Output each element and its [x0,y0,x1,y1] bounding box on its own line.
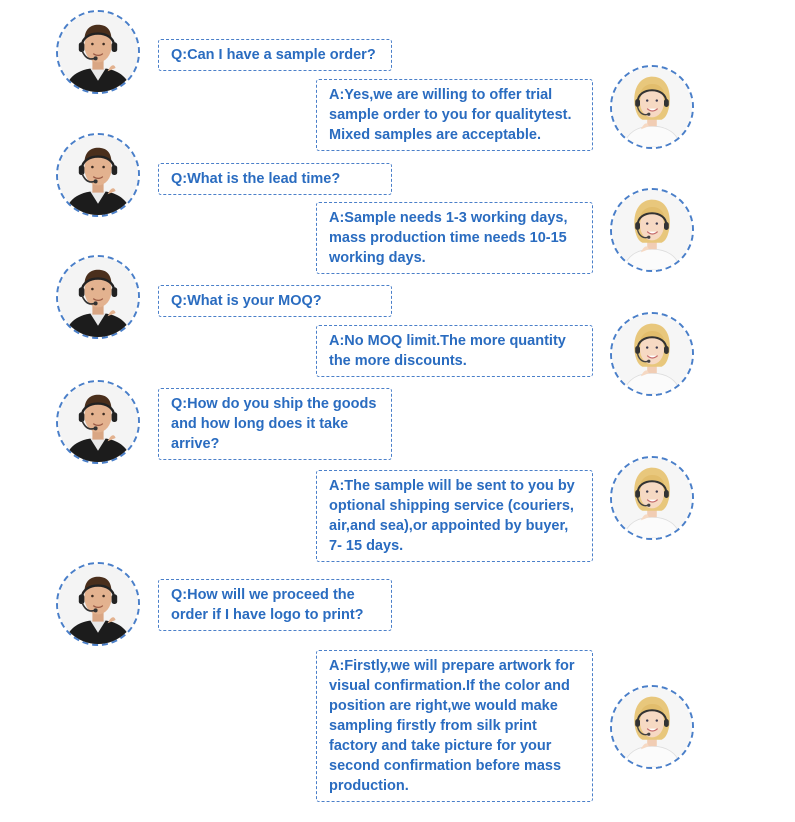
male-agent-avatar [56,10,140,94]
question-bubble: Q:Can I have a sample order? [158,39,392,71]
female-agent-avatar [610,312,694,396]
question-bubble: Q:What is your MOQ? [158,285,392,317]
question-bubble: Q:What is the lead time? [158,163,392,195]
question-bubble: Q:How will we proceed the order if I have logo to print? [158,579,392,631]
male-agent-avatar [56,255,140,339]
answer-bubble: A:Sample needs 1-3 working days, mass production time needs 10-15 working days. [316,202,593,274]
male-agent-avatar [56,133,140,217]
male-agent-avatar [56,380,140,464]
answer-bubble: A:No MOQ limit.The more quantity the more discounts. [316,325,593,377]
question-bubble: Q:How do you ship the goods and how long does it take arrive? [158,388,392,460]
answer-bubble: A:The sample will be sent to you by optional shipping service (couriers, air,and sea),or appointed by buyer, 7- 15 days. [316,470,593,562]
answer-bubble: A:Yes,we are willing to offer trial sample order to you for qualitytest. Mixed samples are acceptable. [316,79,593,151]
female-agent-avatar [610,188,694,272]
female-agent-avatar [610,456,694,540]
female-agent-avatar [610,65,694,149]
female-agent-avatar [610,685,694,769]
male-agent-avatar [56,562,140,646]
answer-bubble: A:Firstly,we will prepare artwork for visual confirmation.If the color and position are right,we would make sampling firstly from silk print factory and take picture for your second confirmation before mass production. [316,650,593,802]
